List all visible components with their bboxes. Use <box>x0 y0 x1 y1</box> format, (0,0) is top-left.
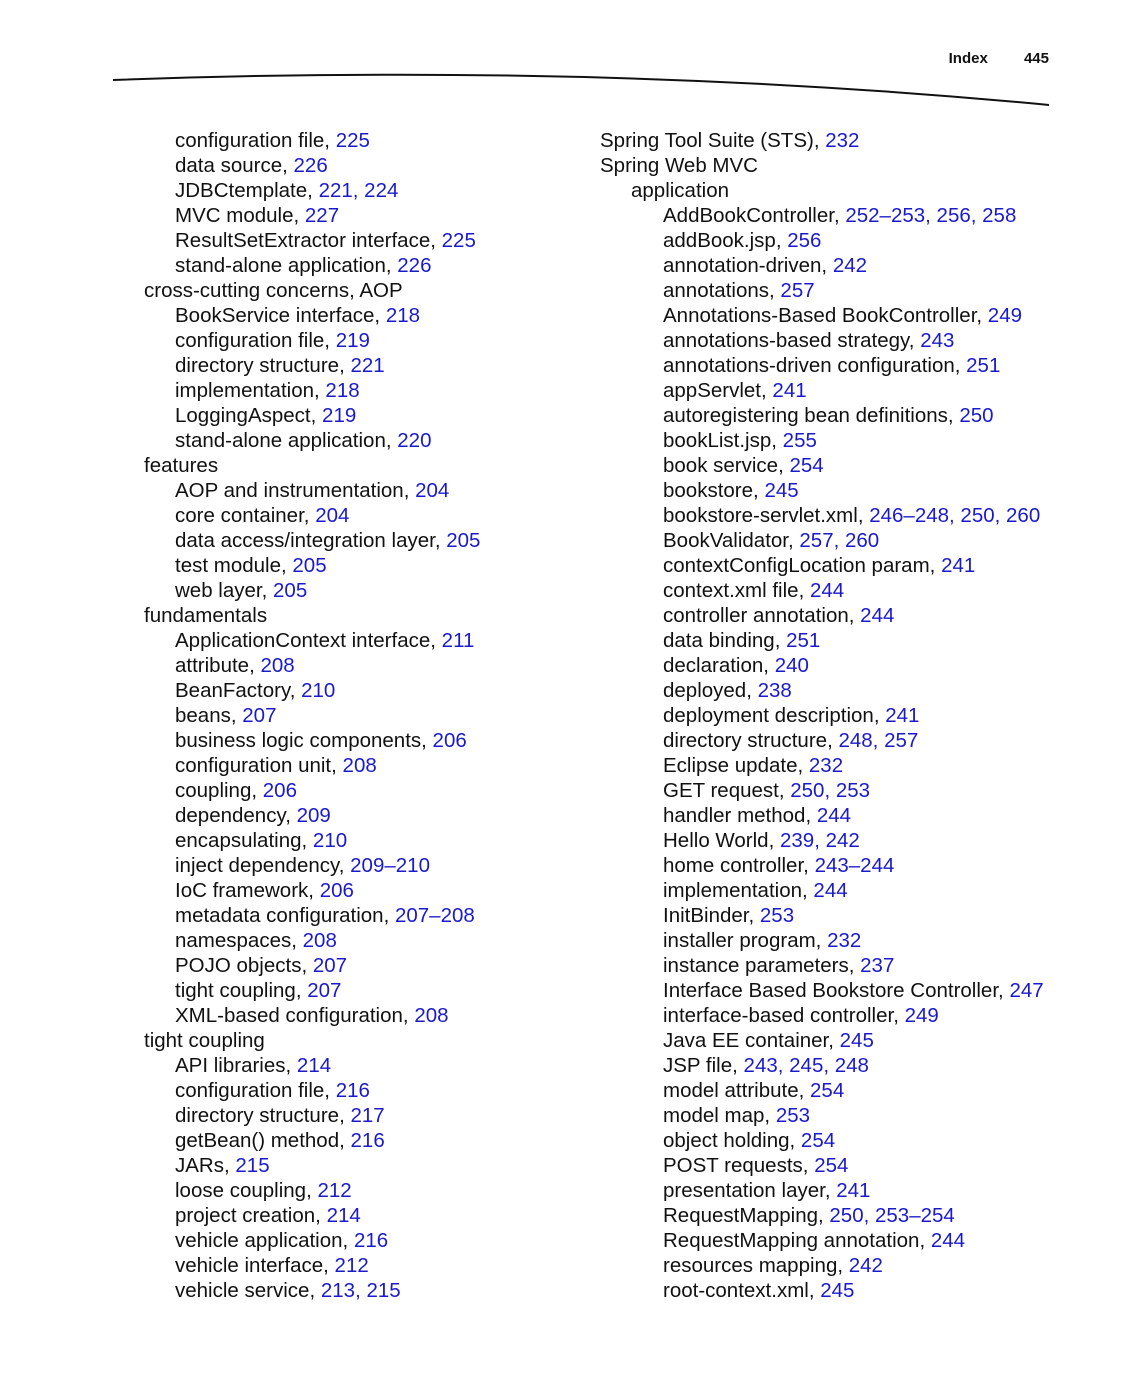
index-entry: installer program, 232 <box>663 929 862 952</box>
index-entry: ResultSetExtractor interface, 225 <box>175 229 476 252</box>
page-reference-link[interactable]: 204 <box>315 504 350 527</box>
index-term: deployment description <box>663 704 874 727</box>
index-entry: RequestMapping annotation, 244 <box>663 1229 966 1252</box>
page-reference-link[interactable]: 247 <box>1009 979 1044 1002</box>
index-term: declaration <box>663 654 764 677</box>
page-reference-link[interactable]: 251 <box>966 354 1001 377</box>
index-entry: namespaces, 208 <box>175 929 337 952</box>
index-term: bookstore-servlet.xml <box>663 504 858 527</box>
page-reference-link[interactable]: 210 <box>301 679 336 702</box>
page-reference-link[interactable]: 208 <box>260 654 295 677</box>
index-term: tight coupling <box>144 1029 265 1052</box>
index-entry: deployed, 238 <box>663 679 792 702</box>
index-entry: directory structure, 221 <box>175 354 385 377</box>
index-entry: LoggingAspect, 219 <box>175 404 357 427</box>
index-term: MVC module <box>175 204 294 227</box>
index-entry: vehicle interface, 212 <box>175 1254 369 1277</box>
index-term: vehicle interface <box>175 1254 324 1277</box>
index-term: directory structure <box>663 729 828 752</box>
index-term: RequestMapping annotation <box>663 1229 920 1252</box>
page-reference-link[interactable]: 208 <box>414 1004 449 1027</box>
index-term: web layer <box>175 579 262 602</box>
index-entry: IoC framework, 206 <box>175 879 354 902</box>
page-reference-link[interactable]: 207–208 <box>394 904 475 927</box>
index-entry: data access/integration layer, 205 <box>175 529 481 552</box>
index-term: business logic components <box>175 729 422 752</box>
index-entry: configuration unit, 208 <box>175 754 377 777</box>
page-reference-link[interactable]: 216 <box>350 1129 385 1152</box>
index-entry: AOP and instrumentation, 204 <box>175 479 450 502</box>
page-reference-link[interactable]: 216 <box>335 1079 370 1102</box>
index-term: POJO objects <box>175 954 302 977</box>
page-reference-link[interactable]: 249 <box>904 1004 939 1027</box>
index-term: book service <box>663 454 779 477</box>
index-entry: object holding, 254 <box>663 1129 836 1152</box>
index-term: stand-alone application <box>175 429 386 452</box>
page-reference-link[interactable]: 220 <box>397 429 432 452</box>
index-entry: project creation, 214 <box>175 1204 361 1227</box>
index-entry: Java EE container, 245 <box>663 1029 874 1052</box>
index-entry: bookstore, 245 <box>663 479 799 502</box>
index-term: appServlet <box>663 379 762 402</box>
page-reference-link[interactable]: 256 <box>787 229 822 252</box>
page-reference-link[interactable]: 242 <box>832 254 868 277</box>
page-reference-link[interactable]: 213, 215 <box>320 1279 401 1302</box>
page-reference-link[interactable]: 209 <box>296 804 331 827</box>
index-term: ApplicationContext interface <box>175 629 431 652</box>
page-reference-link[interactable]: 226 <box>293 154 328 177</box>
index-term: interface-based controller <box>663 1004 894 1027</box>
index-term: model map <box>663 1104 765 1127</box>
index-term: installer program <box>663 929 816 952</box>
index-entry: annotations-based strategy, 243 <box>663 329 955 352</box>
page-reference-link[interactable]: 254 <box>800 1129 836 1152</box>
page-reference-link[interactable]: 238 <box>757 679 792 702</box>
index-entry: RequestMapping, 250, 253–254 <box>663 1204 955 1227</box>
index-entry: BookValidator, 257, 260 <box>663 529 880 552</box>
index-term: deployed <box>663 679 747 702</box>
index-term: implementation <box>175 379 315 402</box>
index-term: presentation layer <box>663 1179 825 1202</box>
index-entry: coupling, 206 <box>175 779 297 802</box>
page-reference-link[interactable]: 241 <box>836 1179 871 1202</box>
index-term: contextConfigLocation param <box>663 554 930 577</box>
index-term: annotations <box>663 279 770 302</box>
index-term: AddBookController <box>663 204 834 227</box>
index-entry: Hello World, 239, 242 <box>663 829 860 852</box>
page-number: 445 <box>1023 50 1049 67</box>
index-term: IoC framework <box>175 879 309 902</box>
index-term: Annotations-Based BookController <box>663 304 977 327</box>
index-term: data access/integration layer <box>175 529 435 552</box>
index-term: LoggingAspect <box>175 404 311 427</box>
page-reference-link[interactable]: 214 <box>326 1204 361 1227</box>
index-entry: model attribute, 254 <box>663 1079 845 1102</box>
index-term: loose coupling <box>175 1179 307 1202</box>
index-term: RequestMapping <box>663 1204 818 1227</box>
page-reference-link[interactable]: 206 <box>319 879 354 902</box>
page-reference-link[interactable]: 248, 257 <box>838 729 919 752</box>
page-reference-link[interactable]: 241 <box>941 554 976 577</box>
page-reference-link[interactable]: 243, 245, 248 <box>743 1054 869 1077</box>
index-term: dependency <box>175 804 286 827</box>
index-term: XML-based configuration <box>175 1004 403 1027</box>
page-reference-link[interactable]: 215 <box>235 1154 270 1177</box>
index-entry: API libraries, 214 <box>175 1054 332 1077</box>
header-rule <box>0 0 1125 120</box>
index-term: BookService interface <box>175 304 375 327</box>
index-entry: annotations, 257 <box>663 279 815 302</box>
page-reference-link[interactable]: 239, 242 <box>779 829 860 852</box>
index-entry: vehicle service, 213, 215 <box>175 1279 401 1302</box>
index-entry: business logic components, 206 <box>175 729 467 752</box>
index-entry: loose coupling, 212 <box>175 1179 352 1202</box>
page-reference-link[interactable]: 219 <box>335 329 370 352</box>
index-term: handler method <box>663 804 806 827</box>
index-entry: book service, 254 <box>663 454 824 477</box>
index-term: InitBinder <box>663 904 749 927</box>
page-reference-link[interactable]: 217 <box>350 1104 385 1127</box>
index-entry: interface-based controller, 249 <box>663 1004 939 1027</box>
page-reference-link[interactable]: 208 <box>302 929 337 952</box>
index-entry: implementation, 218 <box>175 379 360 402</box>
index-term: root-context.xml <box>663 1279 809 1302</box>
index-term: API libraries <box>175 1054 286 1077</box>
page-reference-link[interactable]: 240 <box>774 654 809 677</box>
index-entry: stand-alone application, 226 <box>175 254 432 277</box>
index-term: fundamentals <box>144 604 268 627</box>
index-term: home controller <box>663 854 804 877</box>
index-term: implementation <box>663 879 803 902</box>
index-entry: encapsulating, 210 <box>175 829 348 852</box>
index-term: Hello World <box>663 829 769 852</box>
index-entry: vehicle application, 216 <box>175 1229 389 1252</box>
index-term: data binding <box>663 629 775 652</box>
page-reference-link[interactable]: 246–248, 250, 260 <box>869 504 1041 527</box>
index-entry: tight coupling, 207 <box>175 979 342 1002</box>
index-entry <box>600 153 1070 178</box>
index-entry: data binding, 251 <box>663 629 821 652</box>
index-term: test module <box>175 554 281 577</box>
page-reference-link[interactable]: 218 <box>385 304 421 327</box>
index-column-left <box>144 128 584 1303</box>
page-reference-link[interactable]: 242 <box>848 1254 883 1277</box>
index-entry: Spring Tool Suite (STS), 232 <box>600 129 860 152</box>
page-reference-link[interactable]: 210 <box>312 829 348 852</box>
page-reference-link[interactable]: 212 <box>317 1179 352 1202</box>
index-entry: test module, 205 <box>175 554 327 577</box>
index-term: directory structure <box>175 1104 340 1127</box>
index-term: context.xml file <box>663 579 799 602</box>
index-term: cross-cutting concerns, AOP <box>144 279 403 302</box>
index-term: JDBCtemplate <box>175 179 308 202</box>
index-entry: beans, 207 <box>175 704 277 727</box>
index-term: coupling <box>175 779 252 802</box>
index-term: ResultSetExtractor interface <box>175 229 431 252</box>
index-entry: directory structure, 248, 257 <box>663 729 919 752</box>
index-entry: context.xml file, 244 <box>663 579 845 602</box>
page-reference-link[interactable]: 252–253, 256, 258 <box>845 204 1017 227</box>
index-entry: JARs, 215 <box>175 1154 270 1177</box>
index-term: vehicle service <box>175 1279 310 1302</box>
page-reference-link[interactable]: 225 <box>441 229 476 252</box>
index-entry: handler method, 244 <box>663 804 852 827</box>
index-term: annotation-driven <box>663 254 822 277</box>
page-reference-link[interactable]: 232 <box>808 754 844 777</box>
page-reference-link[interactable]: 245 <box>839 1029 874 1052</box>
page-reference-link[interactable]: 245 <box>764 479 799 502</box>
index-term: BeanFactory <box>175 679 290 702</box>
page-reference-link[interactable]: 232 <box>825 129 860 152</box>
index-term: beans <box>175 704 231 727</box>
index-term: GET request <box>663 779 779 802</box>
page-reference-link[interactable]: 250, 253–254 <box>829 1204 955 1227</box>
page-reference-link[interactable]: 254 <box>810 1079 845 1102</box>
page-reference-link[interactable]: 253 <box>775 1104 811 1127</box>
page-reference-link[interactable]: 207 <box>312 954 348 977</box>
page-reference-link[interactable]: 244 <box>813 879 848 902</box>
index-entry: configuration file, 216 <box>175 1079 370 1102</box>
index-entry: dependency, 209 <box>175 804 331 827</box>
page-reference-link[interactable]: 243–244 <box>814 854 895 877</box>
index-term: configuration file <box>175 329 325 352</box>
index-term: getBean() method <box>175 1129 340 1152</box>
index-entry: appServlet, 241 <box>663 379 807 402</box>
page-reference-link[interactable]: 232 <box>827 929 862 952</box>
index-entry: resources mapping, 242 <box>663 1254 883 1277</box>
page-reference-link[interactable]: 241 <box>885 704 920 727</box>
page-reference-link[interactable]: 219 <box>322 404 357 427</box>
page-reference-link[interactable]: 211 <box>441 629 475 652</box>
page-reference-link[interactable]: 244 <box>860 604 895 627</box>
index-entry: controller annotation, 244 <box>663 604 895 627</box>
index-term: application <box>631 179 730 202</box>
index-entry: annotations-driven configuration, 251 <box>663 354 1001 377</box>
index-entry: home controller, 243–244 <box>663 854 895 877</box>
index-term: encapsulating <box>175 829 302 852</box>
index-entry: BookService interface, 218 <box>175 304 421 327</box>
index-term: tight coupling <box>175 979 296 1002</box>
page-reference-link[interactable]: 221 <box>350 354 385 377</box>
index-term: stand-alone application <box>175 254 386 277</box>
index-entry: AddBookController, 252–253, 256, 258 <box>663 204 1017 227</box>
index-entry: ApplicationContext interface, 211 <box>175 629 475 652</box>
page-reference-link[interactable]: 212 <box>334 1254 369 1277</box>
page-reference-link[interactable]: 250, 253 <box>790 779 871 802</box>
index-entry: bookList.jsp, 255 <box>663 429 817 452</box>
index-term: features <box>144 454 219 477</box>
index-entry <box>144 453 584 478</box>
index-term: data source <box>175 154 283 177</box>
index-entry: addBook.jsp, 256 <box>663 229 822 252</box>
index-term: addBook.jsp <box>663 229 776 252</box>
index-entry: autoregistering bean definitions, 250 <box>663 404 994 427</box>
index-term: Java EE container <box>663 1029 829 1052</box>
index-entry: data source, 226 <box>175 154 328 177</box>
page-reference-link[interactable]: 249 <box>987 304 1023 327</box>
index-entry: instance parameters, 237 <box>663 954 895 977</box>
index-entry: getBean() method, 216 <box>175 1129 385 1152</box>
index-term: inject dependency <box>175 854 339 877</box>
index-entry: configuration file, 219 <box>175 329 370 352</box>
index-entry: inject dependency, 209–210 <box>175 854 430 877</box>
page-reference-link[interactable]: 216 <box>353 1229 389 1252</box>
index-entry: Interface Based Bookstore Controller, 247 <box>663 979 1044 1002</box>
page-reference-link[interactable]: 205 <box>292 554 327 577</box>
index-entry: JDBCtemplate, 221, 224 <box>175 179 399 202</box>
index-term: vehicle application <box>175 1229 343 1252</box>
index-term: metadata configuration <box>175 904 384 927</box>
page-reference-link[interactable]: 251 <box>786 629 821 652</box>
index-term: AOP and instrumentation <box>175 479 404 502</box>
page-reference-link[interactable]: 244 <box>930 1229 966 1252</box>
index-term: bookList.jsp <box>663 429 772 452</box>
page-reference-link[interactable]: 225 <box>335 129 370 152</box>
index-term: configuration unit <box>175 754 332 777</box>
index-entry: GET request, 250, 253 <box>663 779 871 802</box>
page-reference-link[interactable]: 206 <box>262 779 297 802</box>
index-term: BookValidator <box>663 529 788 552</box>
page-reference-link[interactable]: 255 <box>782 429 817 452</box>
index-term: Spring Web MVC <box>600 154 758 177</box>
page-reference-link[interactable]: 257 <box>780 279 815 302</box>
index-entry: bookstore-servlet.xml, 246–248, 250, 260 <box>663 504 1041 527</box>
index-entry: presentation layer, 241 <box>663 1179 871 1202</box>
index-term: object holding <box>663 1129 790 1152</box>
page-reference-link[interactable]: 257, 260 <box>799 529 880 552</box>
index-entry: metadata configuration, 207–208 <box>175 904 475 927</box>
index-entry: POJO objects, 207 <box>175 954 348 977</box>
index-term: JARs <box>175 1154 224 1177</box>
index-entry: root-context.xml, 245 <box>663 1279 855 1302</box>
index-entry: BeanFactory, 210 <box>175 679 336 702</box>
index-term: instance parameters <box>663 954 849 977</box>
page-reference-link[interactable]: 207 <box>307 979 342 1002</box>
index-term: directory structure <box>175 354 340 377</box>
index-term: JSP file <box>663 1054 733 1077</box>
index-term: project creation <box>175 1204 316 1227</box>
index-term: namespaces <box>175 929 292 952</box>
page-reference-link[interactable]: 254 <box>789 454 824 477</box>
index-entry: directory structure, 217 <box>175 1104 385 1127</box>
page-reference-link[interactable]: 205 <box>446 529 481 552</box>
page-reference-link[interactable]: 254 <box>814 1154 849 1177</box>
index-entry: Annotations-Based BookController, 249 <box>663 304 1023 327</box>
index-term: Spring Tool Suite (STS) <box>600 129 814 152</box>
page-reference-link[interactable]: 250 <box>959 404 994 427</box>
index-entry: annotation-driven, 242 <box>663 254 868 277</box>
index-entry: MVC module, 227 <box>175 204 340 227</box>
index-column-right <box>600 128 1070 1303</box>
index-term: POST requests <box>663 1154 803 1177</box>
index-term: model attribute <box>663 1079 799 1102</box>
index-term: Interface Based Bookstore Controller <box>663 979 999 1002</box>
page-reference-link[interactable]: 214 <box>296 1054 332 1077</box>
index-entry: stand-alone application, 220 <box>175 429 432 452</box>
index-term: configuration file <box>175 1079 325 1102</box>
index-entry <box>144 1028 584 1053</box>
page-reference-link[interactable]: 244 <box>816 804 852 827</box>
index-entry: declaration, 240 <box>663 654 809 677</box>
page-reference-link[interactable]: 226 <box>397 254 432 277</box>
page-reference-link[interactable]: 227 <box>304 204 340 227</box>
index-entry: POST requests, 254 <box>663 1154 849 1177</box>
page-reference-link[interactable]: 206 <box>432 729 467 752</box>
index-entry: configuration file, 225 <box>175 129 370 152</box>
page-reference-link[interactable]: 237 <box>860 954 895 977</box>
index-term: controller annotation <box>663 604 849 627</box>
index-entry <box>144 603 584 628</box>
index-term: core container <box>175 504 304 527</box>
page-reference-link[interactable]: 245 <box>820 1279 855 1302</box>
page-reference-link[interactable]: 205 <box>273 579 308 602</box>
index-entry: InitBinder, 253 <box>663 904 795 927</box>
index-entry: model map, 253 <box>663 1104 811 1127</box>
index-entry <box>144 278 584 303</box>
index-term: configuration file <box>175 129 325 152</box>
index-entry: Eclipse update, 232 <box>663 754 844 777</box>
page-reference-link[interactable]: 207 <box>242 704 277 727</box>
index-term: Eclipse update <box>663 754 798 777</box>
header-section-title: Index <box>948 50 988 67</box>
index-term: resources mapping <box>663 1254 838 1277</box>
page-reference-link[interactable]: 241 <box>772 379 807 402</box>
index-entry: core container, 204 <box>175 504 350 527</box>
index-entry <box>600 178 1070 203</box>
index-term: bookstore <box>663 479 754 502</box>
page-reference-link[interactable]: 243 <box>920 329 955 352</box>
index-term: autoregistering bean definitions <box>663 404 948 427</box>
index-term: attribute <box>175 654 250 677</box>
page-reference-link[interactable]: 218 <box>325 379 360 402</box>
page-reference-link[interactable]: 208 <box>342 754 377 777</box>
page-reference-link[interactable]: 253 <box>759 904 795 927</box>
page-reference-link[interactable]: 204 <box>415 479 450 502</box>
page-reference-link[interactable]: 209–210 <box>350 854 430 877</box>
index-entry: attribute, 208 <box>175 654 295 677</box>
index-entry: web layer, 205 <box>175 579 308 602</box>
page-reference-link[interactable]: 221, 224 <box>318 179 399 202</box>
index-entry: XML-based configuration, 208 <box>175 1004 449 1027</box>
index-entry: deployment description, 241 <box>663 704 920 727</box>
index-term: annotations-driven configuration <box>663 354 955 377</box>
page-reference-link[interactable]: 244 <box>809 579 845 602</box>
index-entry: JSP file, 243, 245, 248 <box>663 1054 869 1077</box>
index-term: annotations-based strategy <box>663 329 909 352</box>
index-entry: contextConfigLocation param, 241 <box>663 554 976 577</box>
index-entry: implementation, 244 <box>663 879 848 902</box>
